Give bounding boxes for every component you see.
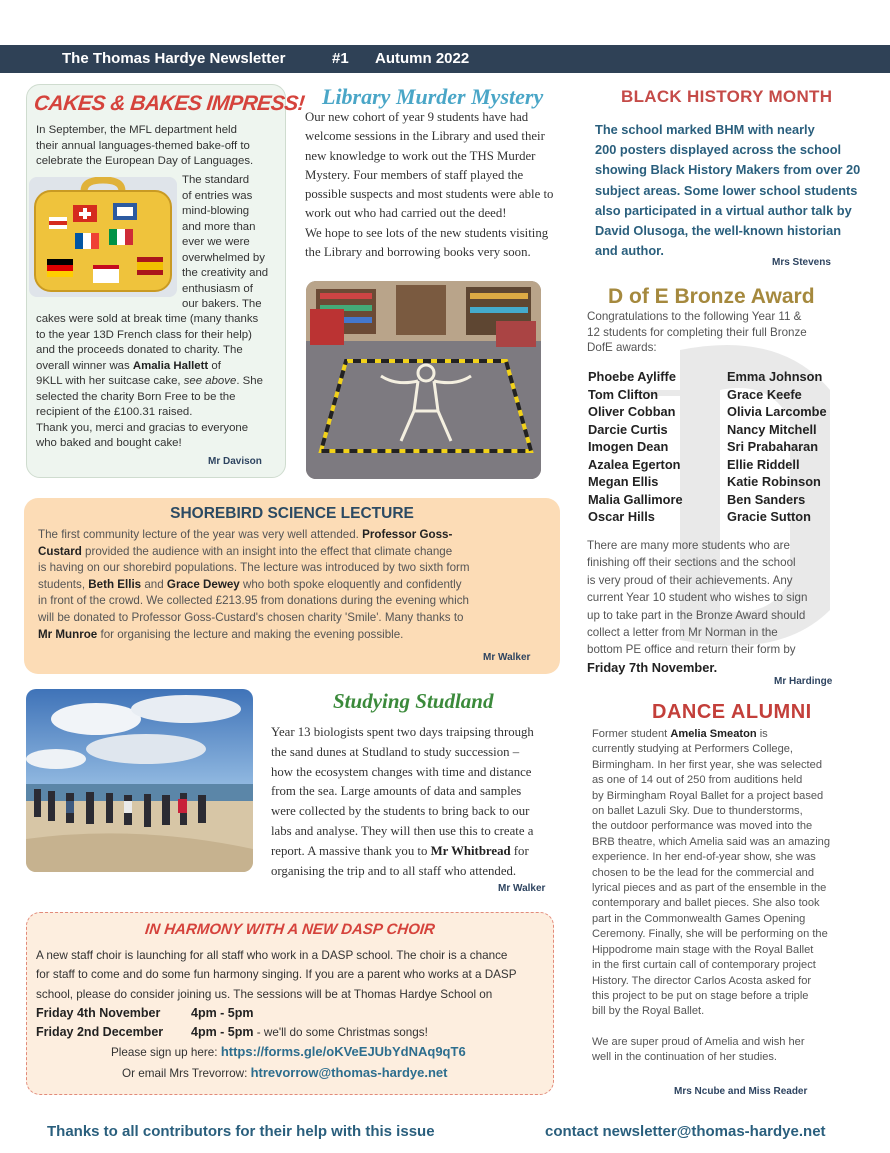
dance-line: experience. In her end-of-year show, she was xyxy=(592,851,816,864)
bhm-line: 200 posters displayed across the school xyxy=(595,142,842,158)
shorebird-munroe: Mr Munroe xyxy=(38,627,98,641)
dofe-name: Oscar Hills xyxy=(588,509,655,524)
shorebird-text xyxy=(38,527,550,643)
dance-line: Hippodrome main stage with the Royal Ballet xyxy=(592,943,814,956)
cakes-signature: Mr Davison xyxy=(208,456,262,467)
choir-time: 4pm - 5pm xyxy=(191,1005,254,1020)
library-text xyxy=(305,108,570,262)
dance-span: Former student xyxy=(592,728,671,740)
studland-line: from the sea. Large amounts of data and samples xyxy=(271,784,522,799)
library-line: possible suspects and most students were able to xyxy=(305,187,554,202)
dance-line xyxy=(592,727,850,742)
dofe-name: Phoebe Ayliffe xyxy=(588,369,676,384)
dance-signature: Mrs Ncube and Miss Reader xyxy=(674,1086,808,1097)
dance-spacer xyxy=(592,1020,850,1035)
suitcase-cake-image xyxy=(29,177,177,297)
choir-session-1 xyxy=(36,1004,551,1023)
dofe-intro xyxy=(587,309,857,356)
cakes-wrap-line: enthusiasm of xyxy=(182,282,253,295)
cakes-intro-line: celebrate the European Day of Languages. xyxy=(36,155,254,167)
dofe-title: D of E Bronze Award xyxy=(608,285,815,308)
studland-line: labs and analyse. They will then use this to create a xyxy=(271,823,534,838)
cakes-winner: Amalia Hallett xyxy=(132,359,209,372)
dofe-name: Gracie Sutton xyxy=(727,509,811,524)
bhm-line: The school marked BHM with nearly xyxy=(595,122,815,137)
dofe-name: Azalea Egerton xyxy=(588,456,681,472)
dofe-name: Darcie Curtis xyxy=(588,421,668,437)
studland-line xyxy=(271,842,561,862)
choir-title: IN HARMONY WITH A NEW DASP CHOIR xyxy=(144,921,436,938)
studland-text xyxy=(271,723,561,881)
dofe-names-left xyxy=(588,368,683,526)
cakes-intro xyxy=(36,123,281,170)
dofe-name: Olivia Larcombe xyxy=(727,404,827,419)
choir-email xyxy=(36,1063,551,1083)
studland-signature: Mr Walker xyxy=(498,883,546,894)
dance-text xyxy=(592,727,850,1066)
cakes-body xyxy=(36,312,284,452)
dofe-name: Katie Robinson xyxy=(727,474,821,489)
choir-session-2 xyxy=(36,1023,551,1042)
choir-line: school, please do consider joining us. The sessions will be at Thomas Hardye School on xyxy=(36,987,493,1001)
dance-line: bill by the Royal Ballet. xyxy=(592,1005,705,1018)
dance-line: as one of 14 out of 250 from auditions held xyxy=(592,774,803,787)
dofe-intro-line: 12 students for completing their full Bronze xyxy=(587,325,807,339)
choir-signup xyxy=(36,1042,551,1062)
dofe-intro-line: DofE awards: xyxy=(587,341,657,354)
library-line: Mystery. Four members of staff played the xyxy=(305,167,524,182)
studland-title: Studying Studland xyxy=(333,689,494,713)
cakes-wrap-line: ever we were xyxy=(182,236,250,248)
library-line: the Library and borrowing books very soon. xyxy=(305,245,531,260)
cakes-text-span: overall winner was xyxy=(36,359,133,372)
dance-line: lyrical pieces and as part of the ensemble in the xyxy=(592,882,827,895)
bhm-line: subject areas. Some lower school students xyxy=(595,182,858,198)
shorebird-student: Beth Ellis xyxy=(88,577,142,591)
dofe-name: Grace Keefe xyxy=(727,386,802,402)
bhm-signature: Mrs Stevens xyxy=(772,257,831,268)
shorebird-line: will be donated to Professor Goss-Custard's chosen charity 'Smile'. Many thanks to xyxy=(38,610,464,624)
dofe-outro xyxy=(587,537,857,676)
bhm-text xyxy=(595,120,870,261)
cakes-body-line xyxy=(36,359,284,375)
studland-beach-image xyxy=(26,689,253,872)
cakes-wrap-line: and more than xyxy=(182,220,256,233)
studland-line: the sand dunes at Studland to study succession – xyxy=(271,744,520,759)
cakes-body-line: Thank you, merci and gracias to everyone xyxy=(36,421,249,434)
studland-line: Year 13 biologists spent two days traipsing through xyxy=(271,725,534,739)
cakes-body-line: who baked and bought cake! xyxy=(36,437,182,449)
cakes-body-line: cakes were sold at break time (many thanks xyxy=(36,313,259,325)
shorebird-line: is having on our shorebird populations. The lecture was introduced by two sixth form xyxy=(38,561,470,575)
dofe-outro-line: bottom PE office and return their form by xyxy=(587,643,796,657)
studland-span: report. A massive thank you to xyxy=(271,843,431,858)
cakes-text-span: 9KLL with her suitcase cake, xyxy=(36,375,184,387)
dance-line: chosen to be the lead for the commercial and xyxy=(592,866,815,879)
cakes-text-span: of xyxy=(208,359,221,372)
dofe-name: Imogen Dean xyxy=(588,439,669,454)
library-crime-scene-image xyxy=(306,281,541,479)
studland-whitbread: Mr Whitbread xyxy=(430,843,511,858)
dance-line: We are super proud of Amelia and wish her xyxy=(592,1035,805,1048)
cakes-title: CAKES & BAKES IMPRESS! xyxy=(32,92,306,115)
masthead xyxy=(0,45,890,73)
cakes-intro-line: their annual languages-themed bake-off to xyxy=(36,139,250,152)
dofe-outro-line: is very proud of their achievements. Any xyxy=(587,573,793,587)
cakes-intro-line: In September, the MFL department held xyxy=(36,124,237,136)
dofe-name: Sri Prabaharan xyxy=(727,439,819,454)
shorebird-professor: Professor Goss- xyxy=(362,528,453,541)
shorebird-span: students, xyxy=(38,577,89,591)
shorebird-span: The first community lecture of the year was very well attended. xyxy=(38,528,363,541)
shorebird-span: who both spoke eloquently and confidently xyxy=(239,577,462,591)
shorebird-student: Grace Dewey xyxy=(166,577,240,591)
dance-line: well in the continuation of her studies. xyxy=(592,1051,778,1064)
bhm-line: showing Black History Makers from over 20 xyxy=(595,162,861,178)
dofe-name: Emma Johnson xyxy=(727,369,823,384)
cakes-wrap-line: the creativity and xyxy=(182,267,269,279)
cakes-wrap-line: The standard xyxy=(182,174,250,186)
dance-line: Ceremony. Finally, she will be performing on the xyxy=(592,928,828,941)
dance-line: in the first curtain call of contemporary project xyxy=(592,959,816,972)
dance-line: on ballet Lazuli Sky. Due to thunderstorms, xyxy=(592,805,803,818)
bhm-line: also participated in a virtual author talk by xyxy=(595,202,852,218)
dofe-name: Malia Gallimore xyxy=(588,491,683,507)
cakes-body-line: selected the charity Born Free to be the xyxy=(36,390,236,403)
shorebird-line: in front of the crowd. We collected £213.95 from donations during the evening which xyxy=(38,594,469,608)
dofe-names-right xyxy=(727,368,827,526)
dance-line: History. The director Carlos Acosta asked for xyxy=(592,974,812,987)
shorebird-span: for organising the lecture and making the evening possible. xyxy=(97,627,404,641)
dofe-name: Ellie Riddell xyxy=(727,456,800,472)
masthead-title: The Thomas Hardye Newsletter xyxy=(62,50,286,67)
choir-signup-label: Please sign up here: xyxy=(111,1046,221,1060)
shorebird-signature: Mr Walker xyxy=(483,652,531,663)
dofe-outro-line: current Year 10 student who wishes to sign xyxy=(587,591,808,605)
choir-email-link[interactable]: htrevorrow@thomas-hardye.net xyxy=(250,1064,448,1080)
choir-line: for staff to come and do some fun harmony singing. If you are a parent who works at a DASP xyxy=(36,968,517,982)
dofe-outro-line: up to take part in the Bronze Award should xyxy=(587,608,806,622)
library-line: new knowledge to work out the THS Murder xyxy=(305,148,536,163)
bhm-line: and author. xyxy=(595,243,664,259)
dance-line: by Birmingham Royal Ballet for a project based xyxy=(592,789,824,802)
dofe-outro-line: There are many more students who are xyxy=(587,539,790,552)
shorebird-span: provided the audience with an insight into the effect that climate change xyxy=(81,544,453,558)
cakes-wrap-line: of entries was xyxy=(182,189,253,202)
studland-span: for xyxy=(510,843,529,858)
studland-line: how the ecosystem changes with time and distance xyxy=(271,764,532,779)
dance-span: is xyxy=(756,728,768,740)
dofe-name: Ben Sanders xyxy=(727,491,806,507)
cakes-body-line: and the proceeds donated to charity. The xyxy=(36,344,243,356)
dance-line: part in the Commonwealth Games Opening xyxy=(592,912,806,925)
shorebird-line xyxy=(38,544,550,561)
choir-line: A new staff choir is launching for all staff who work in a DASP school. The choir is a chance xyxy=(36,949,508,962)
cakes-text-span: . She xyxy=(236,375,263,387)
choir-note: - we'll do some Christmas songs! xyxy=(253,1026,428,1040)
shorebird-professor: Custard xyxy=(38,544,82,558)
dance-line: BRB theatre, which Amelia said was an amazing xyxy=(592,835,831,848)
dofe-name: Oliver Cobban xyxy=(588,404,676,419)
studland-line: were collected by the students to bring back to our xyxy=(271,804,530,819)
choir-signup-link[interactable]: https://forms.gle/oKVeEJUbYdNAq9qT6 xyxy=(220,1044,466,1060)
cakes-body-line: recipient of the £100.31 raised. xyxy=(36,406,193,418)
dance-amelia: Amelia Smeaton xyxy=(670,728,757,740)
dance-line: Birmingham. In her first year, she was selected xyxy=(592,758,822,771)
dofe-name: Tom Clifton xyxy=(588,386,659,402)
dance-line: contemporary and ballet pieces. She also took xyxy=(592,897,820,910)
bhm-line: David Olusoga, the well-known historian xyxy=(595,223,842,239)
masthead-term: Autumn 2022 xyxy=(375,50,470,67)
masthead-issue: #1 xyxy=(332,50,349,67)
shorebird-title: SHOREBIRD SCIENCE LECTURE xyxy=(170,505,414,522)
cakes-body-line: to the year 13D French class for their help) xyxy=(36,328,252,341)
library-line: We hope to see lots of the new students visiting xyxy=(305,225,549,240)
cakes-wrap-text xyxy=(182,173,282,313)
dofe-intro-line: Congratulations to the following Year 11 & xyxy=(587,310,802,323)
library-line: Our new cohort of year 9 students have had xyxy=(305,110,529,124)
dance-line: the outdoor performance was moved into the xyxy=(592,820,813,833)
choir-date: Friday 2nd December xyxy=(36,1025,164,1040)
shorebird-line xyxy=(38,577,550,594)
bhm-title: BLACK HISTORY MONTH xyxy=(621,87,833,106)
dance-line: currently studying at Performers College, xyxy=(592,743,794,756)
dofe-signature: Mr Hardinge xyxy=(774,676,833,687)
choir-email-label: Or email Mrs Trevorrow: xyxy=(122,1066,251,1080)
dance-title: DANCE ALUMNI xyxy=(652,701,812,723)
library-line: welcome sessions in the Library and used their xyxy=(305,129,545,144)
cakes-wrap-line: overwhelmed by xyxy=(182,251,265,264)
shorebird-line xyxy=(38,627,550,644)
dofe-name: Nancy Mitchell xyxy=(727,421,817,437)
cakes-wrap-line: our bakers. The xyxy=(182,298,262,310)
shorebird-span: and xyxy=(141,577,167,591)
library-line: work out who had carried out the deed! xyxy=(305,206,507,221)
shorebird-line xyxy=(38,527,550,544)
dofe-deadline: Friday 7th November. xyxy=(587,659,718,675)
studland-line: organising the trip and to all staff who attended. xyxy=(271,863,517,878)
footer-thanks: Thanks to all contributors for their help with this issue xyxy=(47,1123,435,1140)
library-title: Library Murder Mystery xyxy=(322,84,544,109)
dance-line: this project to be put on stage before a triple xyxy=(592,989,809,1002)
dofe-outro-line: collect a letter from Mr Norman in the xyxy=(587,626,778,640)
cakes-wrap-line: mind-blowing xyxy=(182,205,250,217)
cakes-see-above: see above xyxy=(183,375,237,387)
dofe-name: Megan Ellis xyxy=(588,474,659,489)
choir-time: 4pm - 5pm xyxy=(191,1025,254,1040)
footer-contact[interactable]: contact newsletter@thomas-hardye.net xyxy=(545,1123,826,1140)
dofe-outro-line: finishing off their sections and the school xyxy=(587,556,796,570)
choir-date: Friday 4th November xyxy=(36,1005,161,1020)
cakes-body-line xyxy=(36,374,284,390)
choir-text xyxy=(36,946,551,1083)
